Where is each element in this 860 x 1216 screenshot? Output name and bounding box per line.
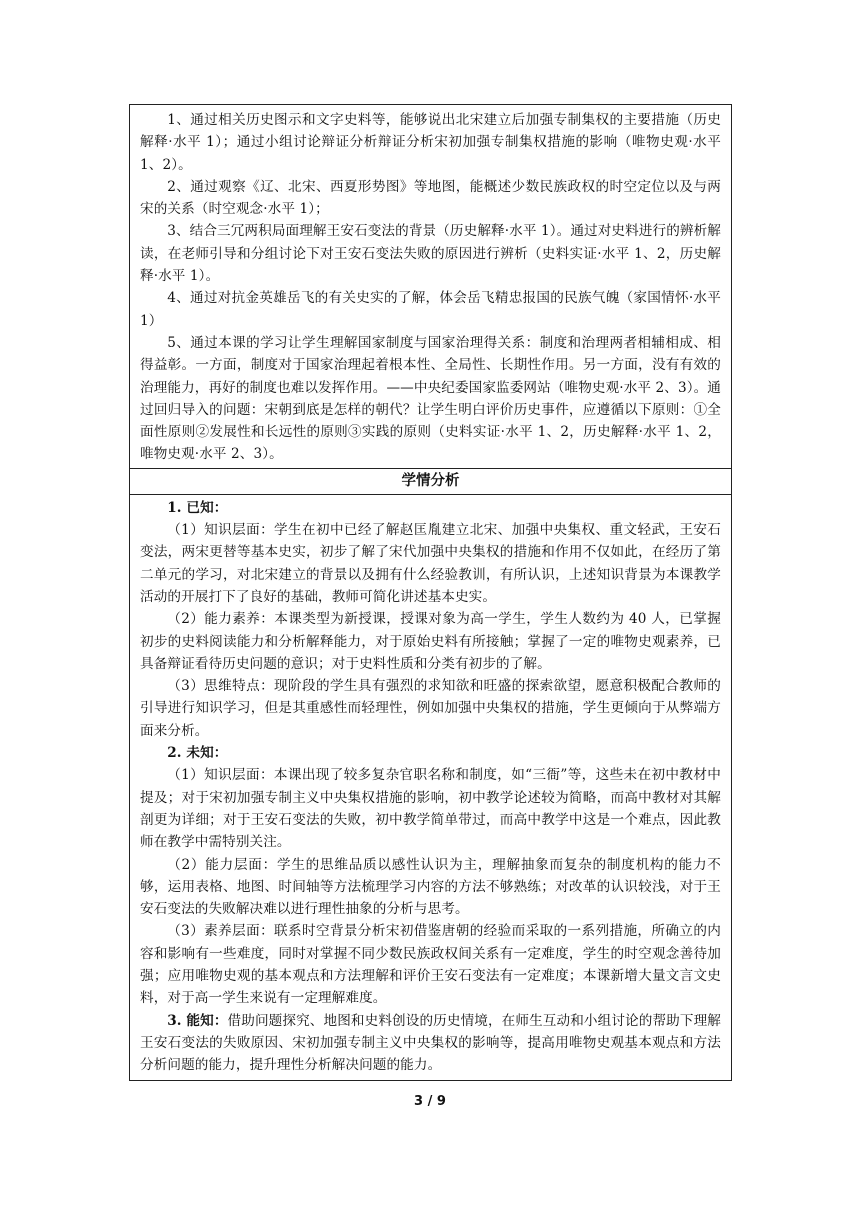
analysis-header: 学情分析 — [130, 468, 732, 494]
analysis-header-row — [130, 468, 732, 494]
known-item-3: （3）思维特点：现阶段的学生具有强烈的求知欲和旺盛的探索欲望，愿意积极配合教师的引导进行知识学习，但是其重感性而轻理性，例如加强中央集权的措施，学生更倾向于从弊端方面来分析。 — [140, 678, 721, 739]
unknown-item-3: （3）素养层面：联系时空背景分析宋初借鉴唐朝的经验而采取的一系列措施，所确立的内容和影响有一些难度，同时对掌握不同少数民族政权间关系有一定难度，学生的时空观念善待加强；应用唯物史观的基本观点和方法理解和评价王安石变法有一定难度；本课新增大量文言文史料，对于高一学生来说有一定理解难度。 — [140, 923, 721, 1007]
unknown-title: 2. 未知： — [167, 745, 228, 762]
analysis-cell — [130, 494, 732, 1081]
objective-5: 5、通过本课的学习让学生理解国家制度与国家治理得关系：制度和治理两者相辅相成、相得益彰。一方面，制度对于国家治理起着根本性、全局性、长期性作用。另一方面，没有有效的治理能力，再好的制度也难以发挥作用。——中央纪委国家监委网站（唯物史观·水平 2、3）。通过回归导入的问题：宋朝到底是怎样的朝代？让学生明白评价历史事件，应遵循以下原则：①全面性原则②发展性和长远性的原则③实践的原则（史料实证·水平 1、2，历史解释·水平 1、2，唯物史观·水平 2、3）。 — [140, 334, 721, 463]
known-item-1: （1）知识层面：学生在初中已经了解赵匡胤建立北宋、加强中央集权、重文轻武，王安石变法，两宋更替等基本史实，初步了解了宋代加强中央集权的措施和作用不仅如此，在经历了第二单元的学习，对北宋建立的背景以及拥有什么经验教训，有所认识，上述知识背景为本课教学活动的开展打下了良好的基础，教师可简化讲述基本史实。 — [140, 522, 721, 605]
objectives-cell — [130, 105, 732, 469]
known-title: 1. 已知： — [167, 499, 228, 516]
objective-4: 4、通过对抗金英雄岳飞的有关史实的了解，体会岳飞精忠报国的民族气魄（家国情怀·水平 1） — [140, 290, 721, 329]
objective-2: 2、通过观察《辽、北宋、西夏形势图》等地图，能概述少数民族政权的时空定位以及与两宋的关系（时空观念·水平 1）； — [140, 178, 721, 218]
objectives-row — [130, 105, 732, 469]
unknown-item-1: （1）知识层面：本课出现了较多复杂官职名称和制度，如“三衙”等，这些未在初中教材中提及；对于宋初加强专制主义中央集权措施的影响，初中教学论述较为简略，而高中教材对其解剖更为详细；对于王安石变法的失败，初中教学简单带过，而高中教学中这是一个难点，因此教师在教学中需特别关注。 — [140, 767, 721, 851]
objective-1: 1、通过相关历史图示和文字史料等，能够说出北宋建立后加强专制集权的主要措施（历史解释·水平 1）；通过小组讨论辩证分析辩证分析宋初加强专制集权措施的影响（唯物史观·水平 1、2）。 — [140, 112, 721, 173]
can-know-title: 3. 能知： — [167, 1012, 228, 1029]
page-number: 3 / 9 — [414, 1094, 446, 1109]
objective-3: 3、结合三冗两积局面理解王安石变法的背景（历史解释·水平 1）。通过对史料进行的辨析解读，在老师引导和分组讨论下对王安石变法失败的原因进行辨析（史料实证·水平 1、2，历史解释·水平 1）。 — [140, 223, 721, 285]
analysis-row — [130, 494, 732, 1081]
lesson-plan-table — [129, 104, 732, 1081]
unknown-item-2: （2）能力层面：学生的思维品质以感性认识为主，理解抽象而复杂的制度机构的能力不够，运用表格、地图、时间轴等方法梳理学习内容的方法不够熟练；对改革的认识较浅，对于王安石变法的失败解决难以进行理性抽象的分析与思考。 — [140, 856, 721, 918]
known-item-2: （2）能力素养：本课类型为新授课，授课对象为高一学生，学生人数约为 40 人，已掌握初步的史料阅读能力和分析解释能力，对于原始史料有所接触；掌握了一定的唯物史观素养，已具备辩证看待历史问题的意识；对于史料性质和分类有初步的了解。 — [140, 611, 721, 672]
can-know-text: 借助问题探究、地图和史料创设的历史情境，在师生互动和小组讨论的帮助下理解王安石变法的失败原因、宋初加强专制主义中央集权的影响等，提高用唯物史观基本观点和方法分析问题的能力，提升理性分析解决问题的能力。 — [140, 1012, 721, 1074]
can-know-paragraph — [140, 1010, 721, 1077]
